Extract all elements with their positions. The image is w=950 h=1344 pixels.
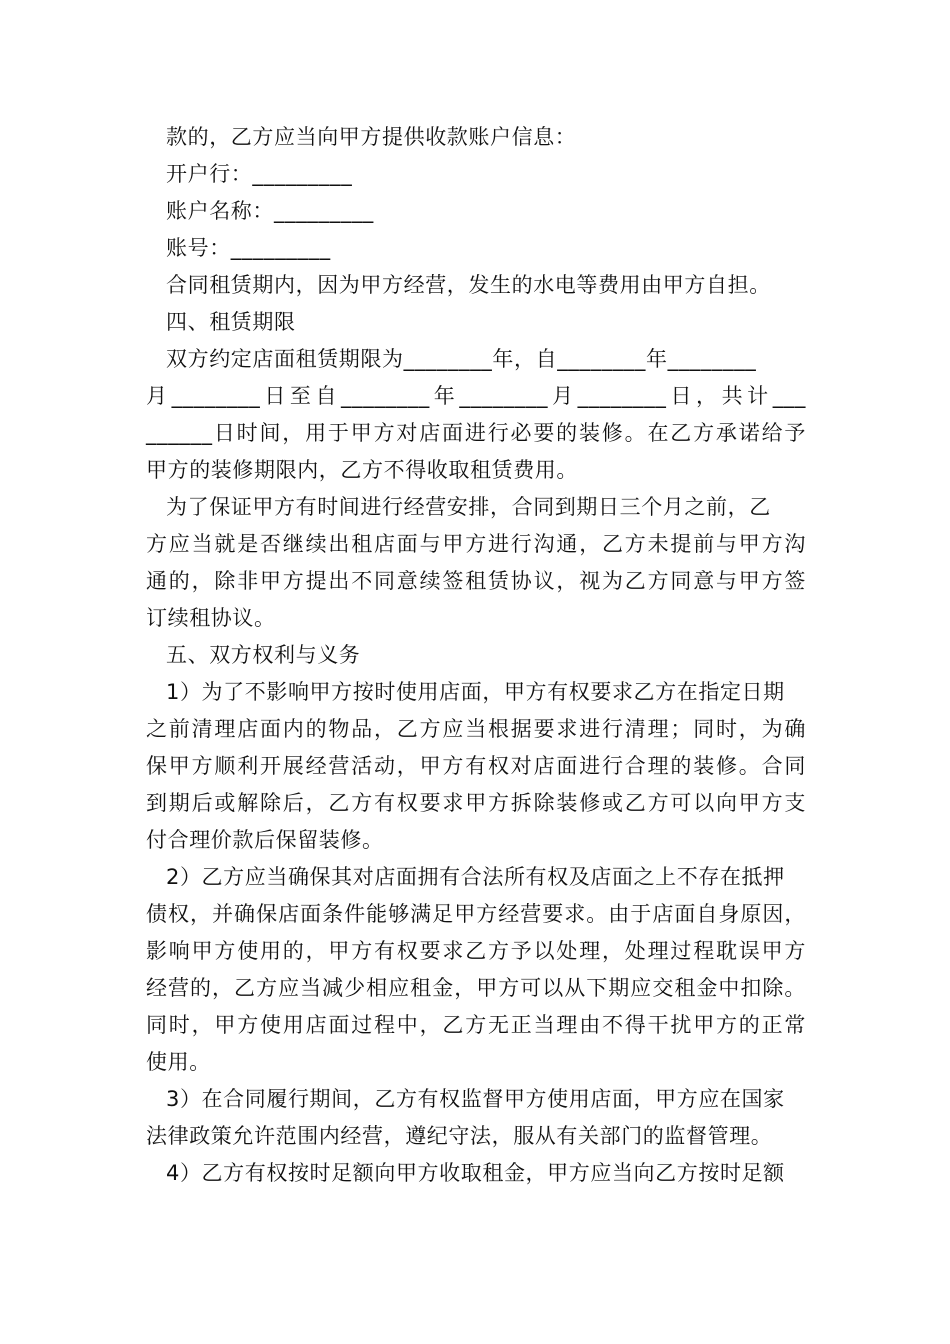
text-line: 双方约定店面租赁期限为________年，自________年________ (166, 347, 757, 371)
text-line: 影响甲方使用的，甲方有权要求乙方予以处理，处理过程耽误甲方 (146, 939, 806, 963)
text-line: 2）乙方应当确保其对店面拥有合法所有权及店面之上不存在抵押 (166, 865, 785, 889)
text-line: 经营的，乙方应当减少相应租金，甲方可以从下期应交租金中扣除。 (146, 976, 806, 1000)
text-line: 款的，乙方应当向甲方提供收款账户信息： (166, 125, 577, 149)
section-heading: 四、租赁期限 (166, 310, 296, 334)
text-line: 到期后或解除后，乙方有权要求甲方拆除装修或乙方可以向甲方支 (146, 791, 806, 815)
text-line: ______日时间，用于甲方对店面进行必要的装修。在乙方承诺给予 (146, 421, 806, 445)
text-line: 法律政策允许范围内经营，遵纪守法，服从有关部门的监督管理。 (146, 1124, 773, 1148)
text-line: 为了保证甲方有时间进行经营安排，合同到期日三个月之前，乙 (166, 495, 771, 519)
text-line: 债权，并确保店面条件能够满足甲方经营要求。由于店面自身原因， (146, 902, 806, 926)
text-line: 3）在合同履行期间，乙方有权监督甲方使用店面，甲方应在国家 (166, 1087, 785, 1111)
text-line: 之前清理店面内的物品，乙方应当根据要求进行清理；同时，为确 (146, 717, 806, 741)
bank-name-field: 开户行：_________ (166, 162, 353, 186)
section-heading: 五、双方权利与义务 (166, 643, 361, 667)
text-line: 4）乙方有权按时足额向甲方收取租金，甲方应当向乙方按时足额 (166, 1161, 785, 1185)
text-line: 订续租协议。 (146, 606, 276, 630)
account-number-field: 账号：_________ (166, 236, 331, 260)
text-line: 合同租赁期内，因为甲方经营，发生的水电等费用由甲方自担。 (166, 273, 771, 297)
text-line: 方应当就是否继续出租店面与甲方进行沟通，乙方未提前与甲方沟 (146, 532, 806, 556)
text-line: 1）为了不影响甲方按时使用店面，甲方有权要求乙方在指定日期 (166, 680, 785, 704)
text-line: 使用。 (146, 1050, 211, 1074)
text-line: 付合理价款后保留装修。 (146, 828, 384, 852)
account-name-field: 账户名称：_________ (166, 199, 374, 223)
text-line: 通的，除非甲方提出不同意续签租赁协议，视为乙方同意与甲方签 (146, 569, 806, 593)
text-line: 甲方的装修期限内，乙方不得收取租赁费用。 (146, 458, 578, 482)
text-line: 保甲方顺利开展经营活动，甲方有权对店面进行合理的装修。合同 (146, 754, 806, 778)
text-line: 同时，甲方使用店面过程中，乙方无正当理由不得干扰甲方的正常 (146, 1013, 806, 1037)
text-line: 月________日至自________年________月________日，共计___ (146, 384, 806, 408)
